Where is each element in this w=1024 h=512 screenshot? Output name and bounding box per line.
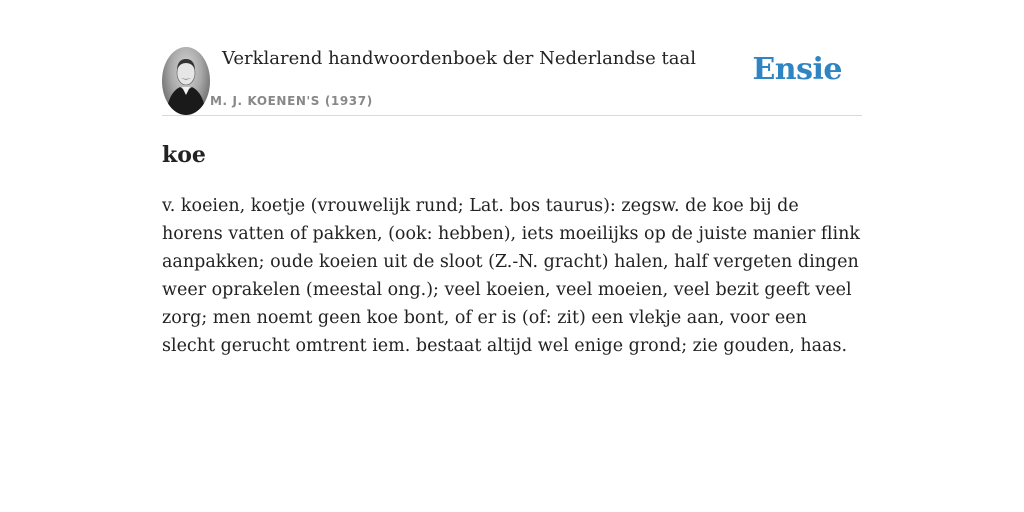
entry-headword: koe bbox=[162, 142, 206, 168]
author-portrait-icon bbox=[162, 47, 210, 115]
ensie-logo-link[interactable]: Ensie bbox=[752, 52, 842, 87]
book-author: M. J. KOENEN'S (1937) bbox=[210, 94, 373, 108]
entry-definition: v. koeien, koetje (vrouwelijk rund; Lat. bos taurus): zegsw. de koe bij de horens vatten of pakken, (ook: hebben), iets moeilijks op de juiste manier flink aanpakken; oude koeien uit de sloot (Z.-N. gracht) halen, half vergeten dingen weer oprakelen (meestal ong.); veel koeien, veel moeien, veel bezit geeft veel zorg; men noemt geen koe bont, of er is (of: zit) een vlekje aan, voor een slecht gerucht omtrent iem. bestaat altijd wel enige grond; zie gouden, haas. bbox=[162, 196, 861, 356]
book-title: Verklarend handwoordenboek der Nederlandse taal bbox=[222, 48, 696, 69]
dictionary-header bbox=[162, 44, 862, 116]
